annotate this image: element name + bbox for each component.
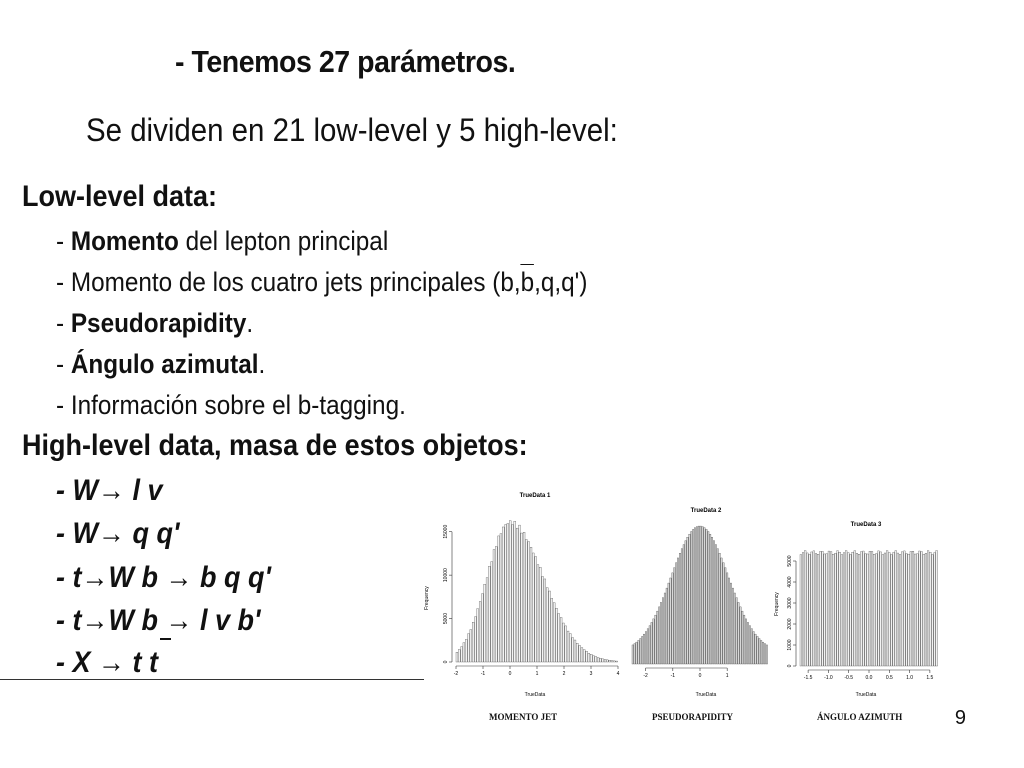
x-tick-label: 1.0 bbox=[906, 675, 914, 681]
high-level-item-w-qq: - W→ q q' bbox=[56, 517, 180, 550]
histogram-bar bbox=[847, 553, 849, 666]
item-rest: del lepton principal bbox=[178, 226, 389, 256]
histogram-bar bbox=[689, 534, 690, 664]
item-bold: Pseudorapidity bbox=[70, 308, 247, 338]
histogram-bar bbox=[875, 554, 877, 666]
histogram-bar bbox=[463, 643, 465, 662]
histogram-bar bbox=[869, 551, 871, 666]
low-level-item-pseudorapidity bbox=[56, 308, 253, 339]
histogram-bar bbox=[711, 537, 712, 664]
histogram-bar bbox=[477, 609, 479, 662]
histogram-bar bbox=[458, 649, 460, 662]
histogram-bar bbox=[493, 550, 495, 662]
histogram-bar bbox=[696, 527, 697, 664]
histogram-bar bbox=[649, 626, 650, 664]
histogram-bar bbox=[839, 552, 841, 666]
histogram-bar bbox=[762, 642, 763, 664]
histogram-bar bbox=[759, 639, 760, 664]
item-prefix: - bbox=[56, 349, 71, 379]
chart-title: TrueData 2 bbox=[690, 508, 722, 514]
histogram-bar bbox=[679, 553, 680, 664]
histogram-bar bbox=[813, 551, 815, 666]
slide-subtitle: Se dividen en 21 low-level y 5 high-level: bbox=[86, 112, 618, 148]
histogram-bar bbox=[583, 650, 585, 662]
y-tick-label: 5000 bbox=[787, 555, 793, 567]
histogram-bar bbox=[934, 553, 936, 666]
histogram-bar bbox=[588, 653, 590, 662]
histogram-bar bbox=[725, 568, 726, 664]
jets-text-a: Momento de los cuatro jets principales (b, bbox=[70, 267, 521, 297]
histogram-bar bbox=[698, 526, 699, 664]
histogram-bar bbox=[702, 527, 703, 664]
histogram-bar bbox=[475, 617, 477, 662]
x-tick-label: 0.0 bbox=[865, 675, 873, 681]
item-rest: Información sobre el b-tagging. bbox=[70, 390, 406, 420]
histogram-bar bbox=[636, 642, 637, 664]
histogram-bar bbox=[749, 626, 750, 664]
chart-ylabel: Frequency bbox=[774, 592, 780, 616]
histogram-bar bbox=[811, 552, 813, 666]
item-prefix: - bbox=[56, 226, 71, 256]
histogram-bar bbox=[910, 551, 912, 666]
x-tick-label: 0 bbox=[508, 671, 512, 677]
histogram-bar bbox=[878, 551, 880, 666]
histogram-bar bbox=[830, 552, 832, 666]
histogram-bar bbox=[500, 534, 502, 662]
histogram-bar bbox=[914, 554, 916, 666]
histogram-bar bbox=[817, 554, 819, 666]
item-bold: Ángulo azimutal bbox=[70, 349, 259, 379]
y-tick-label: 10000 bbox=[443, 568, 449, 583]
histogram-bar bbox=[604, 659, 606, 662]
histogram-bar bbox=[757, 636, 758, 664]
histogram-bar bbox=[675, 563, 676, 664]
histogram-bar bbox=[860, 552, 862, 666]
histogram-bar bbox=[525, 539, 527, 662]
histogram-bar bbox=[908, 554, 910, 666]
histogram-bar bbox=[640, 639, 641, 664]
histogram-bar bbox=[677, 558, 678, 664]
histogram-bar bbox=[856, 553, 858, 666]
histogram-bar bbox=[579, 645, 581, 662]
x-tick-label: -1.5 bbox=[803, 675, 813, 681]
histogram-bar bbox=[507, 523, 509, 662]
histogram-1-svg bbox=[424, 488, 624, 700]
histogram-bar bbox=[658, 607, 659, 664]
histogram-bar bbox=[760, 640, 761, 664]
histogram-bar bbox=[873, 554, 875, 666]
histogram-bar bbox=[556, 608, 558, 662]
histogram-bar bbox=[551, 598, 553, 662]
histogram-bar bbox=[723, 563, 724, 664]
histogram-bar bbox=[919, 551, 921, 666]
histogram-bar bbox=[732, 588, 733, 664]
x-tick-label: -1 bbox=[670, 673, 676, 679]
histogram-bar bbox=[852, 552, 854, 666]
histogram-bar bbox=[516, 528, 518, 662]
histogram-bar bbox=[468, 634, 470, 662]
histogram-bar bbox=[632, 645, 633, 664]
histogram-bar bbox=[498, 536, 500, 662]
histogram-bar bbox=[668, 583, 669, 664]
item-prefix: - bbox=[56, 308, 71, 338]
histogram-bar bbox=[683, 545, 684, 664]
jets-text-c: ,q,q') bbox=[534, 267, 588, 297]
histogram-bar bbox=[692, 529, 693, 664]
low-level-heading: Low-level data: bbox=[22, 180, 218, 213]
page-number: 9 bbox=[954, 707, 966, 729]
histogram-bar bbox=[921, 552, 923, 666]
histogram-bar bbox=[565, 626, 567, 662]
histogram-bar bbox=[660, 602, 661, 664]
histogram-bar bbox=[685, 541, 686, 664]
histogram-bar bbox=[645, 632, 646, 664]
divider-line bbox=[0, 679, 424, 680]
histogram-bar bbox=[574, 640, 576, 662]
histogram-bar bbox=[858, 554, 860, 666]
histogram-bar bbox=[904, 551, 906, 666]
chart-title: TrueData 1 bbox=[519, 493, 551, 499]
histogram-bar bbox=[647, 629, 648, 664]
y-tick-label: 5000 bbox=[443, 613, 449, 625]
chart-xlabel: TrueData bbox=[524, 692, 546, 698]
chart-xlabel: TrueData bbox=[855, 692, 877, 698]
item-rest: . bbox=[258, 349, 266, 379]
y-tick-label: 0 bbox=[787, 664, 793, 668]
histogram-bar bbox=[728, 578, 729, 664]
histogram-bar bbox=[581, 648, 583, 662]
x-tick-label: 3 bbox=[589, 671, 593, 677]
histogram-bar bbox=[546, 588, 548, 662]
histogram-bar bbox=[655, 615, 656, 664]
histogram-bar bbox=[558, 614, 560, 662]
histogram-bar bbox=[666, 588, 667, 664]
histogram-bar bbox=[802, 553, 804, 666]
histogram-bar bbox=[528, 542, 530, 662]
histogram-bar bbox=[800, 554, 802, 666]
histogram-bar bbox=[523, 532, 525, 662]
histogram-bar bbox=[726, 573, 727, 664]
histogram-bar bbox=[576, 643, 578, 662]
high-level-item-x-tt: - X → t t bbox=[56, 646, 158, 679]
histogram-bar bbox=[835, 553, 837, 666]
histogram-bar bbox=[512, 525, 514, 662]
x-tick-label: 1 bbox=[535, 671, 539, 677]
histogram-bar bbox=[465, 639, 467, 662]
histogram-bar bbox=[664, 593, 665, 664]
histogram-bar bbox=[687, 537, 688, 664]
tbar-overline bbox=[160, 638, 171, 640]
histogram-bar bbox=[837, 551, 839, 666]
histogram-bar bbox=[609, 660, 611, 662]
histogram-bar bbox=[895, 551, 897, 666]
histogram-bar bbox=[886, 551, 888, 666]
histogram-bar bbox=[599, 658, 601, 662]
low-level-item-angulo bbox=[56, 349, 265, 380]
histogram-bar bbox=[884, 553, 886, 666]
histogram-bar bbox=[616, 661, 618, 662]
item-rest: . bbox=[246, 308, 254, 338]
histogram-bar bbox=[764, 644, 765, 664]
histogram-bar bbox=[742, 611, 743, 664]
histogram-bar bbox=[518, 525, 520, 662]
histogram-bar bbox=[461, 647, 463, 662]
histogram-bar bbox=[880, 552, 882, 666]
histogram-bar bbox=[843, 553, 845, 666]
histogram-bar bbox=[590, 654, 592, 662]
chart-xlabel: TrueData bbox=[695, 692, 717, 698]
low-level-item-btagging bbox=[56, 390, 406, 421]
y-tick-label: 4000 bbox=[787, 576, 793, 588]
caption-pseudorapidity: PSEUDORAPIDITY bbox=[652, 712, 734, 722]
histogram-bar bbox=[670, 578, 671, 664]
histogram-bar bbox=[479, 601, 481, 662]
histogram-bar bbox=[613, 661, 615, 662]
histogram-bar bbox=[488, 566, 490, 662]
histogram-bar bbox=[586, 651, 588, 662]
histogram-bar bbox=[706, 529, 707, 664]
y-tick-label: 1000 bbox=[787, 639, 793, 651]
histogram-bar bbox=[713, 541, 714, 664]
x-tick-label: 1 bbox=[725, 673, 729, 679]
histogram-bar bbox=[715, 545, 716, 664]
histogram-bar bbox=[653, 619, 654, 664]
histogram-bar bbox=[893, 552, 895, 666]
histogram-bar bbox=[606, 660, 608, 662]
histogram-bar bbox=[662, 598, 663, 664]
histogram-bar bbox=[514, 521, 516, 662]
histogram-bar bbox=[634, 644, 635, 664]
histogram-bar bbox=[595, 656, 597, 662]
histogram-bar bbox=[491, 562, 493, 662]
histogram-bar bbox=[736, 598, 737, 664]
histogram-bar bbox=[509, 521, 511, 662]
y-tick-label: 0 bbox=[443, 660, 449, 664]
histogram-bar bbox=[704, 528, 705, 664]
histogram-bar bbox=[549, 591, 551, 662]
histogram-3-svg bbox=[774, 514, 946, 700]
x-tick-label: 2 bbox=[562, 671, 566, 677]
y-tick-label: 3000 bbox=[787, 597, 793, 609]
histogram-bar bbox=[643, 634, 644, 664]
x-tick-label: -1 bbox=[480, 671, 486, 677]
histogram-bar bbox=[719, 553, 720, 664]
histogram-bar bbox=[916, 554, 918, 666]
histogram-bar bbox=[708, 532, 709, 664]
histogram-bar bbox=[815, 553, 817, 666]
caption-angulo-azimuth: ÁNGULO AZIMUTH bbox=[817, 712, 903, 722]
high-level-heading: High-level data, masa de estos objetos: bbox=[22, 429, 528, 462]
histogram-bar bbox=[597, 658, 599, 662]
histogram-bar bbox=[730, 583, 731, 664]
histogram-bar bbox=[871, 551, 873, 666]
histogram-bar bbox=[502, 527, 504, 662]
histogram-bar bbox=[505, 525, 507, 662]
histogram-bar bbox=[542, 576, 544, 662]
histogram-bar bbox=[809, 554, 811, 666]
histogram-bar bbox=[899, 554, 901, 666]
histogram-bar bbox=[641, 636, 642, 664]
histogram-bar bbox=[891, 554, 893, 666]
histogram-bar bbox=[906, 554, 908, 666]
histogram-bar bbox=[734, 593, 735, 664]
histogram-bar bbox=[854, 551, 856, 666]
histogram-bar bbox=[681, 549, 682, 664]
histogram-bar bbox=[747, 622, 748, 664]
histogram-bar bbox=[867, 554, 869, 666]
histogram-bar bbox=[700, 526, 701, 664]
histogram-bar bbox=[745, 619, 746, 664]
histogram-bar bbox=[544, 579, 546, 662]
histogram-bar bbox=[535, 557, 537, 662]
histogram-2-svg bbox=[622, 502, 774, 700]
histogram-bar bbox=[602, 659, 604, 662]
histogram-bar bbox=[845, 551, 847, 666]
x-tick-label: -1.0 bbox=[824, 675, 833, 681]
histogram-bar bbox=[865, 554, 867, 666]
histogram-bar bbox=[824, 554, 826, 666]
histogram-bar bbox=[532, 553, 534, 662]
high-level-item-t-bqq: - t→W b → b q q' bbox=[56, 561, 271, 594]
histogram-bar bbox=[751, 629, 752, 664]
histogram-pseudorapidity bbox=[622, 502, 774, 705]
histogram-bar bbox=[674, 568, 675, 664]
histogram-bar bbox=[753, 632, 754, 664]
high-level-item-w-lv: - W→ l v bbox=[56, 474, 163, 507]
x-tick-label: -2 bbox=[453, 671, 459, 677]
item-prefix: - bbox=[56, 390, 71, 420]
x-tick-label: 4 bbox=[616, 671, 620, 677]
histogram-bar bbox=[912, 551, 914, 666]
histogram-bar bbox=[850, 554, 852, 666]
histogram-bar bbox=[593, 656, 595, 662]
histogram-bar bbox=[901, 552, 903, 666]
histogram-bar bbox=[740, 607, 741, 664]
low-level-item-jets bbox=[56, 267, 587, 298]
histogram-bar bbox=[672, 573, 673, 664]
histogram-bar bbox=[553, 603, 555, 662]
histogram-bar bbox=[560, 617, 562, 662]
histogram-bar bbox=[738, 602, 739, 664]
histogram-bar bbox=[456, 652, 458, 662]
x-tick-label: 0 bbox=[698, 673, 702, 679]
low-level-item-momento bbox=[56, 226, 388, 257]
histogram-bar bbox=[841, 554, 843, 666]
histogram-bar bbox=[470, 630, 472, 662]
histogram-bar bbox=[826, 554, 828, 666]
histogram-bar bbox=[691, 532, 692, 664]
histogram-bar bbox=[923, 554, 925, 666]
histogram-bar bbox=[486, 578, 488, 662]
histogram-bar bbox=[694, 528, 695, 664]
caption-momento-jet: MOMENTO JET bbox=[489, 712, 558, 722]
histogram-bar bbox=[929, 552, 931, 666]
x-tick-label: -0.5 bbox=[844, 675, 854, 681]
chart-ylabel: Frequency bbox=[424, 586, 430, 610]
histogram-bar bbox=[766, 645, 767, 664]
y-tick-label: 15000 bbox=[443, 524, 449, 539]
histogram-bar bbox=[472, 622, 474, 662]
slide-title: - Tenemos 27 parámetros. bbox=[175, 44, 516, 79]
histogram-bar bbox=[932, 554, 934, 666]
histogram-bar bbox=[897, 553, 899, 666]
histogram-bar bbox=[804, 551, 806, 666]
histogram-bar bbox=[569, 633, 571, 662]
histogram-bar bbox=[537, 565, 539, 662]
histogram-bar bbox=[755, 634, 756, 664]
histogram-bar bbox=[717, 549, 718, 664]
histogram-bar bbox=[822, 551, 824, 666]
jets-text-bbar: b bbox=[520, 267, 535, 297]
histogram-bar bbox=[638, 640, 639, 664]
histogram-momento-jet bbox=[424, 488, 624, 705]
histogram-bar bbox=[651, 622, 652, 664]
high-level-item-t-lvb: - t→W b → l v b' bbox=[56, 604, 261, 637]
histogram-bar bbox=[567, 631, 569, 662]
histogram-bar bbox=[828, 551, 830, 666]
histogram-bar bbox=[657, 611, 658, 664]
histogram-bar bbox=[562, 623, 564, 662]
histogram-bar bbox=[927, 551, 929, 666]
y-tick-label: 2000 bbox=[787, 618, 793, 630]
histogram-bar bbox=[539, 567, 541, 662]
histogram-bar bbox=[888, 552, 890, 666]
histogram-angulo-azimuth bbox=[774, 514, 946, 705]
histogram-bar bbox=[936, 551, 938, 666]
x-tick-label: 0.5 bbox=[885, 675, 893, 681]
histogram-bar bbox=[721, 558, 722, 664]
histogram-bar bbox=[863, 551, 865, 666]
histogram-bar bbox=[882, 554, 884, 666]
histogram-bar bbox=[521, 533, 523, 662]
histogram-bar bbox=[530, 547, 532, 662]
histogram-bar bbox=[495, 547, 497, 662]
histogram-bar bbox=[572, 638, 574, 662]
chart-title: TrueData 3 bbox=[850, 522, 882, 528]
item-bold: Momento bbox=[70, 226, 179, 256]
histogram-bar bbox=[806, 553, 808, 666]
histogram-bar bbox=[832, 554, 834, 666]
item-prefix: - bbox=[56, 267, 71, 297]
x-tick-label: -2 bbox=[643, 673, 648, 679]
histogram-bar bbox=[743, 615, 744, 664]
histogram-bar bbox=[819, 551, 821, 666]
x-tick-label: 1.5 bbox=[926, 675, 934, 681]
histogram-bar bbox=[709, 534, 710, 664]
histogram-bar bbox=[484, 584, 486, 662]
histogram-bar bbox=[481, 594, 483, 662]
histogram-bar bbox=[611, 661, 613, 662]
histogram-bar bbox=[925, 553, 927, 666]
